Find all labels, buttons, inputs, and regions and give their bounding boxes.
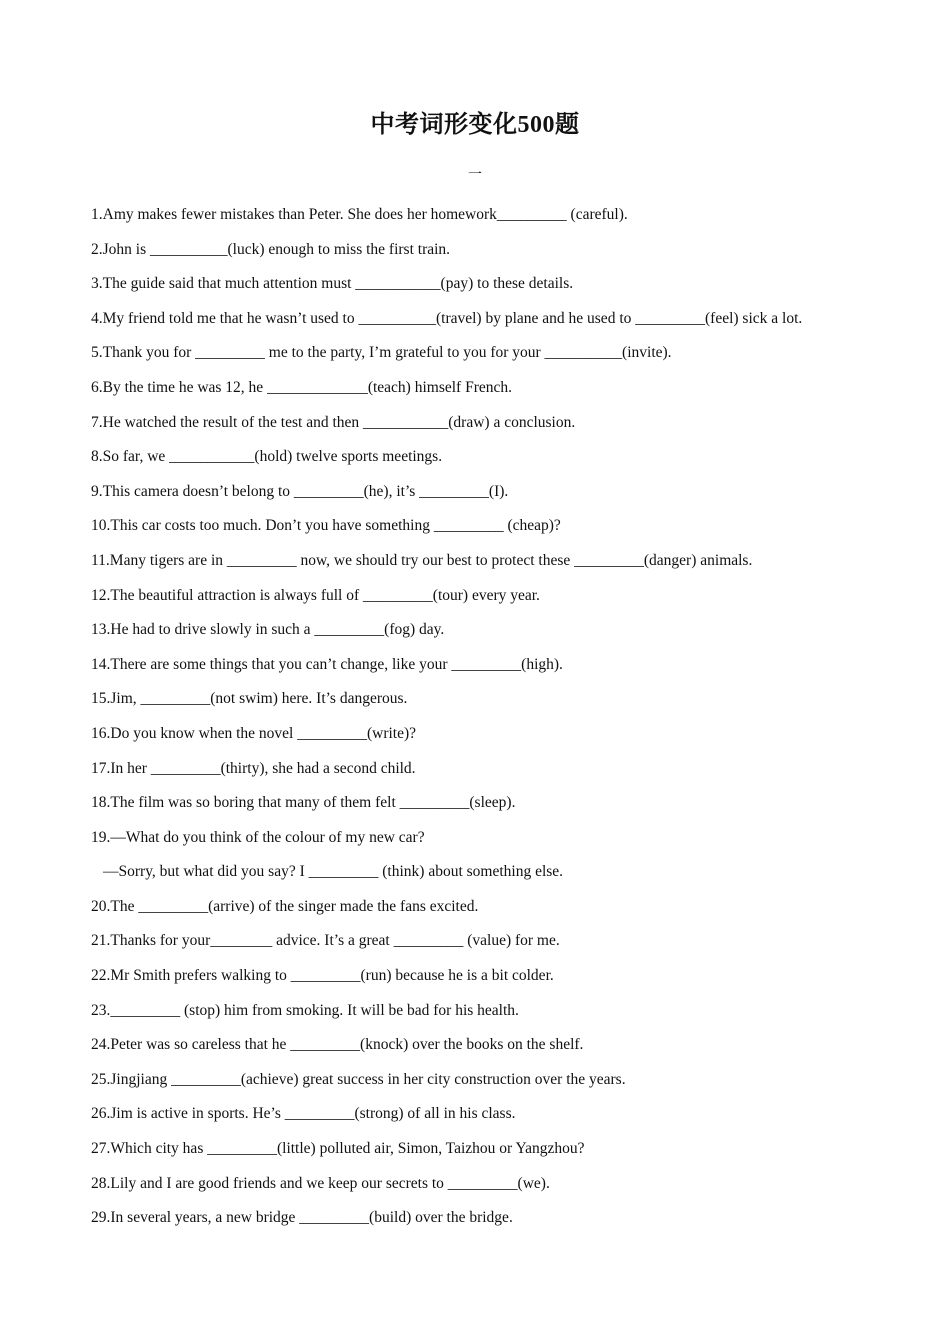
question-item: 18.The film was so boring that many of them felt _________(sleep).	[91, 794, 516, 812]
question-item: 9.This camera doesn’t belong to _________(he), it’s _________(I).	[91, 482, 509, 500]
question-item: 5.Thank you for _________ me to the party, I’m grateful to you for your __________(invite).	[91, 344, 672, 362]
question-item: 8.So far, we ___________(hold) twelve sports meetings.	[91, 448, 443, 466]
question-item: 29.In several years, a new bridge _________(build) over the bridge.	[91, 1209, 513, 1227]
question-item: 11.Many tigers are in _________ now, we should try our best to protect these _________(danger) animals.	[91, 551, 753, 569]
question-item: 13.He had to drive slowly in such a _________(fog) day.	[91, 621, 445, 639]
question-item: 25.Jingjiang _________(achieve) great success in her city construction over the years.	[91, 1070, 626, 1088]
question-item: 1.Amy makes fewer mistakes than Peter. She does her homework_________ (careful).	[91, 206, 628, 223]
question-item: 3.The guide said that much attention must ___________(pay) to these details.	[91, 275, 574, 293]
question-item: 28.Lily and I are good friends and we keep our secrets to _________(we).	[91, 1174, 550, 1192]
question-item: 26.Jim is active in sports. He’s _________(strong) of all in his class.	[91, 1105, 516, 1123]
question-item: 16.Do you know when the novel _________(write)?	[91, 724, 417, 742]
question-item: 22.Mr Smith prefers walking to _________(run) because he is a bit colder.	[91, 967, 554, 985]
question-item: 2.John is __________(luck) enough to miss the first train.	[91, 240, 451, 258]
question-list	[91, 198, 891, 1236]
question-item: 27.Which city has _________(little) polluted air, Simon, Taizhou or Yangzhou?	[91, 1140, 585, 1158]
question-item: 7.He watched the result of the test and then ___________(draw) a conclusion.	[91, 413, 576, 431]
question-item: 14.There are some things that you can’t change, like your _________(high).	[91, 655, 563, 673]
question-item-reply: —Sorry, but what did you say? I _________ (think) about something else.	[103, 863, 564, 881]
question-item: 23._________ (stop) him from smoking. It will be bad for his health.	[91, 1001, 519, 1019]
question-item: 20.The _________(arrive) of the singer made the fans excited.	[91, 897, 479, 915]
page-title: 中考词形变化500题	[370, 112, 580, 138]
question-item: 19.—What do you think of the colour of my new car?	[91, 828, 425, 846]
question-item: 15.Jim, _________(not swim) here. It’s dangerous.	[91, 690, 408, 708]
question-item: 17.In her _________(thirty), she had a second child.	[91, 759, 416, 777]
section-number: 一	[468, 168, 482, 183]
question-item: 21.Thanks for your________ advice. It’s a great _________ (value) for me.	[91, 932, 560, 950]
question-item: 4.My friend told me that he wasn’t used to __________(travel) by plane and he used to _________(feel) sick a lot.	[91, 309, 803, 327]
question-item: 24.Peter was so careless that he _________(knock) over the books on the shelf.	[91, 1036, 584, 1054]
question-item: 6.By the time he was 12, he _____________(teach) himself French.	[91, 378, 512, 396]
question-item: 10.This car costs too much. Don’t you have something _________ (cheap)?	[91, 517, 561, 535]
question-item: 12.The beautiful attraction is always full of _________(tour) every year.	[91, 586, 540, 604]
